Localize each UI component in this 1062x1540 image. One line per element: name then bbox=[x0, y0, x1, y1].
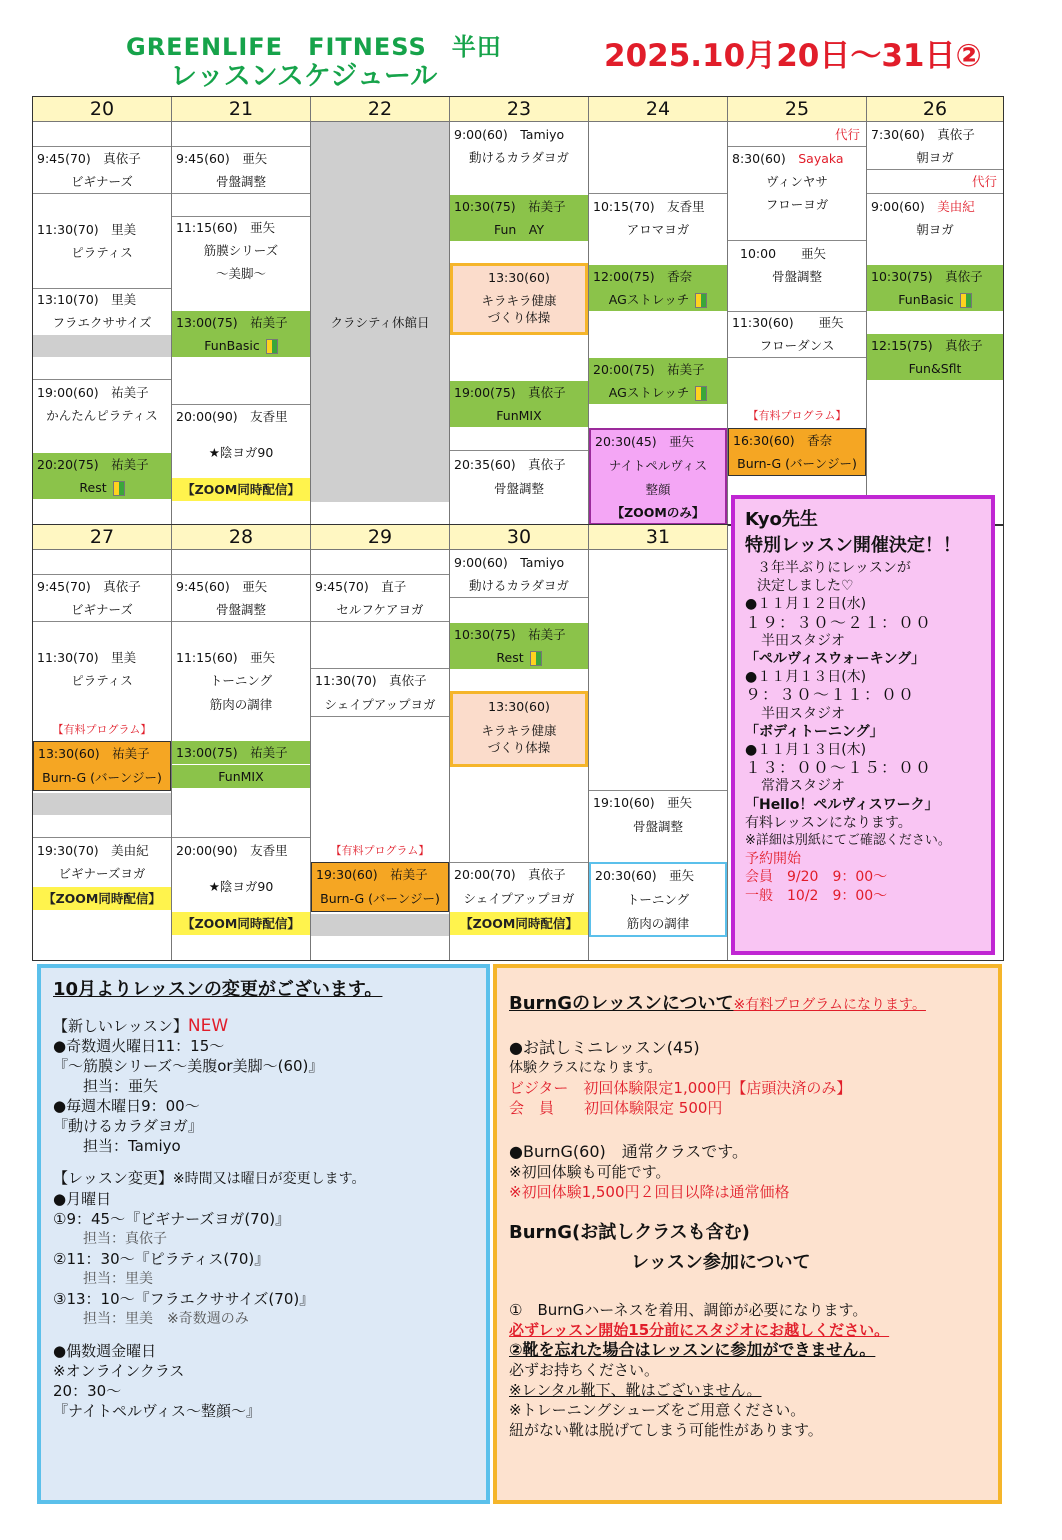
lesson-name: 筋膜シリーズ bbox=[203, 243, 279, 258]
regular-price: ※初回体験1,500円２回目以降は通常価格 bbox=[509, 1183, 790, 1201]
instructor: 担当：Tamiyo bbox=[83, 1137, 181, 1155]
lesson-name: FunMIX bbox=[450, 404, 588, 427]
lesson-time: 20:20(75) 祐美子 bbox=[33, 453, 171, 476]
notice-text: 決定しました♡ bbox=[757, 578, 854, 595]
lesson-time: 19:30(70) 美由紀 bbox=[37, 843, 149, 858]
beginner-mark-icon bbox=[960, 293, 972, 308]
event-box bbox=[450, 691, 588, 767]
change-item: ①9：45～『ビギナーズヨガ(70)』 bbox=[53, 1210, 291, 1228]
blank-slot bbox=[311, 914, 449, 936]
lesson-name: ★陰ヨガ90 bbox=[208, 879, 274, 894]
lesson-name: 整顔 bbox=[645, 482, 671, 497]
schedule-period: 2025.10月20日～31日② bbox=[604, 38, 982, 74]
lesson-name: ナイトペルヴィス bbox=[608, 458, 708, 473]
lesson-name: Rest bbox=[450, 646, 588, 669]
lesson-time: 10:15(70) 友香里 bbox=[593, 199, 705, 214]
visitor-price: ビジター 初回体験限定1,000円【店頭決済のみ】 bbox=[509, 1079, 852, 1097]
day-header: 23 bbox=[450, 97, 588, 122]
panel-heading: 10月よりレッスンの変更がございます。 bbox=[53, 979, 383, 1000]
reservation-label: 予約開始 bbox=[745, 851, 801, 868]
change-item: 『ナイトペルヴィス～整顔～』 bbox=[53, 1402, 262, 1420]
day-header: 22 bbox=[311, 97, 449, 122]
event-date: ●１１月１３日(木) bbox=[745, 742, 867, 759]
lesson-time: 9:00(60) Tamiyo bbox=[454, 127, 565, 142]
lesson-name: トーニング bbox=[209, 673, 273, 688]
lesson-name: キラキラ健康 bbox=[481, 293, 557, 308]
day-header: 26 bbox=[867, 97, 1003, 122]
day-column-23 bbox=[450, 97, 589, 525]
substitute-label: 代行 bbox=[834, 127, 860, 142]
online-lesson-box bbox=[589, 862, 727, 937]
lesson-name: FunBasic bbox=[867, 288, 1003, 311]
schedule-subtitle: レッスンスケジュール bbox=[170, 61, 438, 92]
event-place: 半田スタジオ bbox=[761, 705, 845, 722]
instructor: 担当：真依子 bbox=[83, 1231, 167, 1247]
lesson-time: 9:45(60) 亜矢 bbox=[176, 151, 268, 166]
change-item: 20：30～ bbox=[53, 1382, 122, 1400]
lesson-name: シェイプアップヨガ bbox=[324, 697, 436, 712]
instructor: 担当：亜矢 bbox=[83, 1077, 159, 1095]
lesson-name: フローダンス bbox=[759, 338, 835, 353]
day-header: 24 bbox=[589, 97, 727, 122]
reservation-general: 一般 10/2 9：00～ bbox=[745, 887, 888, 904]
lesson-name: ピラティス bbox=[71, 245, 133, 260]
regular-lesson: ●BurnG(60) 通常クラスです。 bbox=[509, 1142, 748, 1161]
lesson-time: 20:35(60) 真依子 bbox=[454, 457, 566, 472]
day-column-26 bbox=[867, 97, 1003, 525]
instructor: 担当：里美 bbox=[83, 1271, 153, 1287]
lesson-name: 骨盤調整 bbox=[215, 602, 266, 617]
zoom-badge: 【ZOOMのみ】 bbox=[611, 505, 705, 520]
zoom-badge: 【ZOOM同時配信】 bbox=[172, 912, 310, 935]
lesson-name: アロマヨガ bbox=[626, 222, 690, 237]
day-column-24 bbox=[589, 97, 728, 525]
lesson-time: 9:45(60) 亜矢 bbox=[176, 579, 268, 594]
lesson-time: 13:30(60) 祐美子 bbox=[38, 746, 150, 761]
instructor: 担当：里美 ※奇数週のみ bbox=[83, 1311, 249, 1327]
lesson-time: 11:15(60) 亜矢 bbox=[176, 650, 276, 665]
paid-program-label: 【有料プログラム】 bbox=[52, 723, 152, 736]
substitute-label: 代行 bbox=[971, 174, 997, 189]
day-column-22 bbox=[311, 97, 450, 525]
zoom-badge: 【ZOOM同時配信】 bbox=[172, 478, 310, 501]
rule-item: ※レンタル靴下、靴はございません。 bbox=[509, 1381, 762, 1399]
event-date: ●１１月１３日(木) bbox=[745, 669, 867, 686]
event-time: １３：００～１５：００ bbox=[745, 758, 933, 778]
member-price: 会 員 初回体験限定 500円 bbox=[509, 1099, 723, 1117]
event-box bbox=[450, 263, 588, 335]
day-column-21 bbox=[172, 97, 311, 525]
lesson-name: づくり体操 bbox=[487, 310, 551, 325]
lesson-name: フローヨガ bbox=[765, 197, 829, 212]
closed-notice: クラシティ休館日 bbox=[330, 315, 430, 330]
new-lesson-label: 【新しいレッスン】NEW bbox=[53, 1016, 229, 1036]
beginner-mark-icon bbox=[266, 339, 278, 354]
lesson-time: 10:30(75) 真依子 bbox=[867, 265, 1003, 288]
lesson-time: 20:00(90) 友香里 bbox=[176, 843, 288, 858]
join-heading: BurnG(お試しクラスも含む) bbox=[509, 1222, 750, 1243]
lesson-time: 8:30(60) Sayaka bbox=[732, 151, 844, 166]
regular-note: ※初回体験も可能です。 bbox=[509, 1163, 671, 1181]
lesson-time: 20:00(70) 真依子 bbox=[454, 867, 566, 882]
lesson-time: 9:45(70) 直子 bbox=[315, 579, 407, 594]
lesson-name: FunBasic bbox=[172, 334, 310, 357]
paid-lesson-box bbox=[311, 862, 449, 912]
change-item: ●奇数週火曜日11：15～ bbox=[53, 1037, 225, 1055]
lesson-name: キラキラ健康 bbox=[481, 723, 557, 738]
lesson-name: 骨盤調整 bbox=[771, 269, 822, 284]
lesson-name: Burn-G (バーンジー) bbox=[320, 891, 440, 906]
lesson-time: 9:00(60) 美由紀 bbox=[871, 199, 975, 214]
special-lesson-notice bbox=[731, 495, 995, 955]
lesson-time: 11:30(70) 里美 bbox=[37, 650, 137, 665]
lesson-time: 9:45(70) 真依子 bbox=[37, 151, 141, 166]
event-place: 常滑スタジオ bbox=[761, 778, 845, 795]
online-lesson-box bbox=[589, 428, 727, 525]
notice-text: 有料レッスンになります。 bbox=[745, 814, 912, 831]
day-column-30 bbox=[450, 525, 589, 960]
lesson-time: 20:00(90) 友香里 bbox=[176, 409, 288, 424]
lesson-time: 11:30(70) 里美 bbox=[37, 222, 137, 237]
event-name: 「ボディトーニング」 bbox=[745, 723, 884, 740]
lesson-name: 骨盤調整 bbox=[215, 174, 266, 189]
lesson-name: ★陰ヨガ90 bbox=[208, 445, 274, 460]
lesson-time: 13:30(60) bbox=[488, 699, 550, 714]
day-column-27 bbox=[33, 525, 172, 960]
lesson-name: Rest bbox=[33, 476, 171, 499]
lesson-time: 11:30(60) 亜矢 bbox=[732, 315, 844, 330]
lesson-name: Burn-G (バーンジー) bbox=[737, 456, 857, 471]
lesson-time: 7:30(60) 真依子 bbox=[871, 127, 975, 142]
lesson-name: かんたんピラティス bbox=[46, 408, 158, 423]
lesson-time: 9:00(60) Tamiyo bbox=[454, 555, 565, 570]
day-column-31 bbox=[589, 525, 728, 960]
gym-name: GREENLIFE FITNESS 半田 bbox=[126, 33, 502, 61]
day-header: 20 bbox=[33, 97, 171, 122]
day-header: 28 bbox=[172, 525, 310, 550]
notice-title: 特別レッスン開催決定！！ bbox=[745, 535, 961, 556]
lesson-name: ピラティス bbox=[71, 673, 133, 688]
lesson-name: 朝ヨガ bbox=[916, 150, 954, 165]
lesson-time: 10:00 亜矢 bbox=[740, 246, 827, 261]
change-item: ③13：10～『フラエクササイズ(70)』 bbox=[53, 1290, 315, 1308]
event-place: 半田スタジオ bbox=[761, 632, 845, 649]
lesson-name: セルフケアヨガ bbox=[336, 602, 424, 617]
paid-program-label: 【有料プログラム】 bbox=[330, 844, 430, 857]
day-header: 21 bbox=[172, 97, 310, 122]
day-column-29 bbox=[311, 525, 450, 960]
day-header: 29 bbox=[311, 525, 449, 550]
lesson-name: 筋肉の調律 bbox=[209, 697, 273, 712]
paid-lesson-box bbox=[728, 428, 866, 476]
trial-desc: 体験クラスになります。 bbox=[509, 1060, 662, 1076]
lesson-name: ヴィンヤサ bbox=[766, 174, 828, 189]
day-header: 25 bbox=[728, 97, 866, 122]
rule-item: ① BurnGハーネスを着用、調節が必要になります。 bbox=[509, 1301, 868, 1319]
lesson-time: 9:45(70) 真依子 bbox=[37, 579, 141, 594]
beginner-mark-icon bbox=[113, 481, 125, 496]
rule-item: 必ずレッスン開始15分前にスタジオにお越しください。 bbox=[509, 1321, 890, 1339]
burng-info-panel bbox=[493, 964, 1002, 1504]
lesson-name: Fun&Sflt bbox=[867, 357, 1003, 380]
event-date: ●１１月１２日(水) bbox=[745, 596, 867, 613]
lesson-time: 19:30(60) 祐美子 bbox=[316, 867, 428, 882]
panel-heading: BurnGのレッスンについて※有料プログラムになります。 bbox=[509, 993, 926, 1014]
day-column-25 bbox=[728, 97, 867, 525]
lesson-name: 骨盤調整 bbox=[493, 481, 544, 496]
lesson-name: ～美脚～ bbox=[215, 266, 266, 281]
change-item: ●毎週木曜日9：00～ bbox=[53, 1097, 200, 1115]
lesson-name: 朝ヨガ bbox=[916, 222, 954, 237]
lesson-time: 13:30(60) bbox=[488, 270, 550, 285]
change-item: 『動けるカラダヨガ』 bbox=[53, 1117, 203, 1135]
lesson-time: 19:00(75) 真依子 bbox=[450, 381, 588, 404]
rule-item: 紐がない靴は脱げてしまう可能性があります。 bbox=[509, 1421, 823, 1439]
lesson-name: シェイプアップヨガ bbox=[463, 891, 575, 906]
lesson-time: 20:30(60) 亜矢 bbox=[595, 868, 695, 883]
zoom-badge: 【ZOOM同時配信】 bbox=[450, 912, 588, 935]
day-header: 27 bbox=[33, 525, 171, 550]
new-tag: NEW bbox=[187, 1016, 229, 1036]
lesson-name: AGストレッチ bbox=[589, 288, 727, 311]
lesson-name: ビギナーズ bbox=[71, 174, 133, 189]
lesson-time: 20:30(45) 亜矢 bbox=[595, 434, 695, 449]
lesson-name: トーニング bbox=[626, 892, 690, 907]
lesson-time: 19:00(60) 祐美子 bbox=[37, 385, 149, 400]
change-item: ●偶数週金曜日 bbox=[53, 1342, 157, 1360]
event-time: １９：３０～２１：００ bbox=[745, 612, 933, 632]
paid-lesson-box bbox=[33, 741, 171, 791]
paid-program-label: 【有料プログラム】 bbox=[747, 409, 847, 422]
event-name: 「Hello！ペルヴィスワーク」 bbox=[745, 796, 939, 813]
lesson-name: 動けるカラダヨガ bbox=[469, 578, 569, 593]
lesson-time: 13:00(75) 祐美子 bbox=[172, 741, 310, 764]
lesson-time: 13:10(70) 里美 bbox=[37, 292, 137, 307]
lesson-name: づくり体操 bbox=[487, 740, 551, 755]
lesson-name: 骨盤調整 bbox=[632, 819, 683, 834]
change-item: 『～筋膜シリーズ～美腹or美脚～(60)』 bbox=[53, 1057, 324, 1075]
change-item: ②11：30～『ピラティス(70)』 bbox=[53, 1250, 270, 1268]
week-1-grid bbox=[32, 96, 1004, 526]
notice-title: Kyo先生 bbox=[745, 509, 818, 530]
lesson-name: フラエクササイズ bbox=[52, 315, 152, 330]
lesson-name: AGストレッチ bbox=[589, 381, 727, 404]
lesson-changes-panel bbox=[37, 964, 490, 1504]
day-header: 30 bbox=[450, 525, 588, 550]
change-item: ●月曜日 bbox=[53, 1190, 112, 1208]
lesson-time: 12:00(75) 香奈 bbox=[589, 265, 727, 288]
lesson-time: 16:30(60) 香奈 bbox=[733, 433, 833, 448]
lesson-name: Burn-G (バーンジー) bbox=[42, 770, 162, 785]
lesson-time: 12:15(75) 真依子 bbox=[867, 334, 1003, 357]
rule-item: 必ずお持ちください。 bbox=[509, 1361, 660, 1379]
zoom-badge: 【ZOOM同時配信】 bbox=[33, 887, 171, 910]
reservation-member: 会員 9/20 9：00～ bbox=[745, 869, 888, 886]
day-header: 31 bbox=[589, 525, 727, 550]
rule-item: ②靴を忘れた場合はレッスンに参加ができません。 bbox=[509, 1340, 876, 1359]
beginner-mark-icon bbox=[695, 386, 707, 401]
lesson-time: 13:00(75) 祐美子 bbox=[172, 311, 310, 334]
lesson-time: 19:10(60) 亜矢 bbox=[593, 795, 693, 810]
notice-text: ※詳細は別紙にてご確認ください。 bbox=[745, 833, 951, 849]
lesson-time: 10:30(75) 祐美子 bbox=[450, 195, 588, 218]
day-column-28 bbox=[172, 525, 311, 960]
beginner-mark-icon bbox=[695, 293, 707, 308]
blank-slot bbox=[33, 793, 171, 815]
lesson-time: 20:00(75) 祐美子 bbox=[589, 358, 727, 381]
lesson-name: ビギナーズヨガ bbox=[58, 866, 146, 881]
lesson-time: 10:30(75) 祐美子 bbox=[450, 623, 588, 646]
day-column-20 bbox=[33, 97, 172, 525]
event-name: 「ペルヴィスウォーキング」 bbox=[745, 651, 926, 668]
beginner-mark-icon bbox=[530, 651, 542, 666]
lesson-change-label: 【レッスン変更】※時間又は曜日が変更します。 bbox=[53, 1169, 366, 1187]
lesson-time: 11:15(60) 亜矢 bbox=[176, 220, 276, 235]
lesson-name: FunMIX bbox=[172, 765, 310, 788]
trial-lesson: ●お試しミニレッスン(45) bbox=[509, 1038, 700, 1057]
lesson-time: 11:30(70) 真依子 bbox=[315, 673, 427, 688]
gym-title bbox=[126, 32, 506, 92]
lesson-name: 筋肉の調律 bbox=[626, 916, 690, 931]
notice-text: ３年半ぶりにレッスンが bbox=[757, 560, 911, 576]
lesson-name: ビギナーズ bbox=[71, 602, 133, 617]
lesson-name: Fun AY bbox=[450, 218, 588, 241]
change-item: ※オンラインクラス bbox=[53, 1362, 185, 1380]
lesson-name: 動けるカラダヨガ bbox=[469, 150, 569, 165]
event-time: ９：３０～１１：００ bbox=[745, 685, 916, 705]
blank-slot bbox=[33, 335, 171, 357]
rule-item: ※トレーニングシューズをご用意ください。 bbox=[509, 1401, 806, 1419]
join-heading: レッスン参加について bbox=[631, 1252, 811, 1273]
